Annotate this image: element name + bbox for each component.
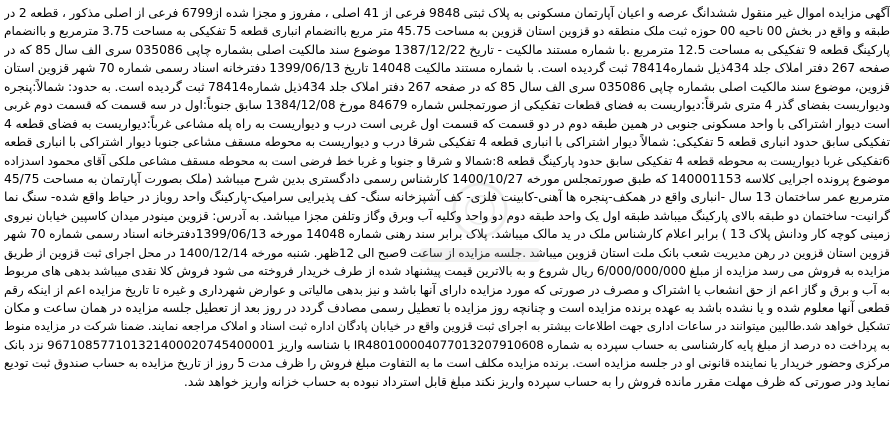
- notice-line: مزایده به فروش می رسد مزایده از مبلغ 6/000/000/000 ریال شروع و به بالاترین قیمت پیشنهاد شده از طرف خریدار فروخته می شود فروش کلا نقدی میباشد بدهی های مربوط: [4, 264, 890, 279]
- notice-line: نماید ودر صورتی که ظرف مهلت مقرر مانده فروش را به حساب سپرده واریز نکند مبلغ قابل استرداد نبوده به حساب خزانه واریز خواهد شد.: [183, 373, 890, 389]
- notice-line: قطعی آنها معلوم شده و یا نشده باشد به عهده برنده مزایده است و چنانچه روز مزایده با تعطیل رسمی مصادف گردد در روز بعد از تعطیل جلسه مزایده در همان ساعت و مکان: [4, 300, 890, 315]
- auction-notice-text: [4, 4, 890, 391]
- notice-line: است دیوار اشتراکی با واحد مسکونی جنوبی در همین طبقه دوم در دو قسمت که قسمت اول غربی است درب و دیواریست به راه پله مشاعی غرباً:دیواریست به فضای قطعه 4: [4, 115, 890, 131]
- notice-line: مرکزی وحضور خریدار یا نماینده قانونی او در جلسه مزایده است. برنده مزایده مکلف است ما به التفاوت مبلغ فروش را ظرف مدت 5 روز از تاریخ مزایده به حساب صندوق ثبت تودیع: [4, 356, 890, 371]
- notice-line: قزوین استان قزوین در رهن مدیریت شعب بانک ملت استان قزوین میباشد .جلسه مزایده از ساعت 9صبح الی 12ظهر. شنبه مورخه 1400/12/14 در محل اجرای ثبت قزوین از طریق: [4, 245, 890, 260]
- notice-line: پارکینگ قطعه 9 تفکیکی به مساحت 12.5 مترمربع .با شماره مستند مالکیت - تاریخ 1387/12/22 موضوع سند مالکیت اصلی بشماره چاپی 035086 سری الف سال 85 که در: [4, 41, 890, 57]
- notice-line: موضوع پرونده اجرایی کلاسه 140001153 که طبق صورتمجلس مورخه 1400/10/27 کارشناس رسمی دادگستری بدین شرح میباشد (ملک بصورت آپارتمان به مساحت 45/75: [4, 171, 890, 186]
- notice-line: آگهی مزایده اموال غیر منقول ششدانگ عرصه و اعیان آپارتمان مسکونی به پلاک ثبتی 9848 فرعی از 41 اصلی ، مفروز و مجزا شده از6799 فرعی از اصلی مذکور ، قطعه 2 در: [4, 6, 890, 20]
- notice-line: ودیواریست بفضای گذر 4 متری شرقاً:دیواریست به فضای قطعات تفکیکی از صورتمجلس شماره 84679 مورخ 1384/12/08 سابق جنوباً:اول در سه قسمت که قسمت دوم غربی: [4, 98, 890, 113]
- notice-line: 6تفکیکی غربا دیواریست به محوطه قطعه 4 تفکیکی سابق حدود پارکینگ قطعه 8:شمالا و شرقا و جنوبا و غربا خط فرضی است به محوطه مسقف مشاعی ملکی آقای محمود اسدزاده: [4, 153, 890, 168]
- notice-line: تفکیکی سابق حدود انباری قطعه 5 تفکیکی: شمالاً دیوار اشتراکی با انباری قطعه 4 تفکیکی شرقا درب و دیواریست به محوطه مسقف مشاعی جنوبا دیوار اشتراکی با انباری قطعه: [4, 135, 890, 150]
- notice-line: مترمربع عمر ساختمان 13 سال -انباری واقع در همکف-پنجره ها آهنی-کابینت فلزی- کف آشپزخانه سنگ- کف پذیرایی سرامیک-پارکینگ واحد روباز در حیاط واقع شده- سنگ نما: [4, 189, 890, 205]
- notice-line: به آب و برق و گاز اعم از حق انشعاب یا اشتراک و مصرف در صورتی که مورد مزایده دارای آنها باشد و نیز بدهی مالیاتی و عوارض شهرداری و غیره تا تاریخ مزایده اعم از اینکه رقم: [4, 282, 890, 297]
- notice-line: گرانیت- ساختمان دو طبقه بالای پارکینگ میباشد طبقه اول یک واحد طبقه دوم دو واحد وکلیه آب وبرق وگاز وتلفن مجزا میباشد. به آدرس: قزوین مینودر میدان کاسپین خیابان نیروی: [4, 208, 890, 223]
- notice-line: تشکیل خواهد شد.طالبین میتوانند در ساعات اداری جهت اطلاعات بیشتر به اجرای ثبت قزوین واقع در خیابان پادگان اداره ثبت اسناد و املاک مراجعه نمایند. ضمنا شرکت در مزایده منوط: [4, 319, 890, 334]
- notice-line: قزوین، موضوع سند مالکیت اصلی بشماره چاپی 035086 سری الف سال 85 که در صفحه 267 دفتر املاک جلد 434ذیل شماره78414 ثبت گردیده است. به حدود: شمالاً:پنجره: [4, 79, 890, 94]
- notice-line: زمینی کوچه کار ودانش پلاک 13 ) برابر اعلام کارشناس ملک در ید مالک میباشد. پلاک برابر سند رهنی شماره 14048 مورخه 1399/06/13دفترخانه اسناد رسمی شماره 70 شهر: [4, 227, 890, 242]
- notice-line: صفحه 267 دفتر املاک جلد 434ذیل شماره78414 ثبت گردیده است. با شماره مستند مالکیت 14048 تاریخ 1399/06/13 دفترخانه اسناد رسمی شماره 70 شهر قزوین استان: [4, 61, 890, 76]
- notice-line: طبقه و واقع در بخش 00 ناحیه 00 حوزه ثبت ملک منطقه دو قزوین استان قزوین به مساحت 45.75 متر مربع باانضمام انباری قطعه 5 تفکیکی به مساحت 3.75 مترمربع و باانضمام: [4, 24, 890, 39]
- notice-line: به پرداخت ده درصد از مبلغ پایه کارشناسی به حساب سپرده به شماره IR480100004077013207910608 با شناسه واریز 967108577101321400020745400001 نزد بانک: [4, 337, 890, 352]
